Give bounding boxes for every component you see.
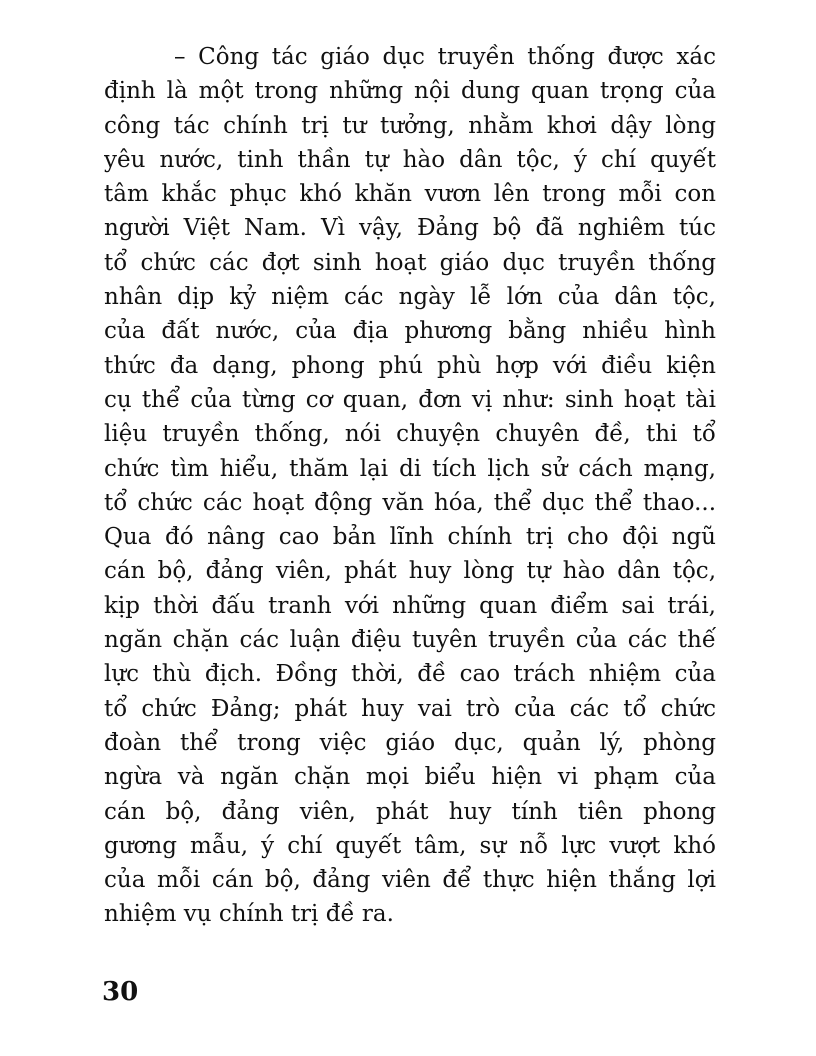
text-line: tổ chức Đảng; phát huy vai trò của các tổ chức bbox=[104, 695, 716, 722]
text-line: yêu nước, tinh thần tự hào dân tộc, ý chí quyết bbox=[104, 146, 716, 173]
text-line: công tác chính trị tư tưởng, nhằm khơi dậy lòng bbox=[104, 112, 716, 139]
text-line: chức tìm hiểu, thăm lại di tích lịch sử cách mạng, bbox=[104, 455, 716, 482]
text-line: định là một trong những nội dung quan trọng của bbox=[104, 78, 716, 105]
text-line: tâm khắc phục khó khăn vươn lên trong mỗi con bbox=[104, 181, 716, 208]
text-line: tổ chức các đợt sinh hoạt giáo dục truyền thống bbox=[104, 249, 716, 276]
text-line: ngừa và ngăn chặn mọi biểu hiện vi phạm của bbox=[104, 764, 716, 791]
page-number: 30 bbox=[102, 977, 139, 1007]
text-line: ngăn chặn các luận điệu tuyên truyền của các thế bbox=[104, 627, 716, 654]
text-line: Qua đó nâng cao bản lĩnh chính trị cho đội ngũ bbox=[104, 524, 716, 551]
body-paragraph bbox=[104, 40, 716, 932]
text-line: của mỗi cán bộ, đảng viên để thực hiện thắng lợi bbox=[104, 867, 716, 894]
text-line: cụ thể của từng cơ quan, đơn vị như: sinh hoạt tài bbox=[104, 386, 716, 413]
text-line: – Công tác giáo dục truyền thống được xác bbox=[174, 44, 716, 70]
text-line: cán bộ, đảng viên, phát huy lòng tự hào dân tộc, bbox=[104, 558, 716, 585]
text-line: của đất nước, của địa phương bằng nhiều hình bbox=[104, 318, 716, 345]
text-line: người Việt Nam. Vì vậy, Đảng bộ đã nghiêm túc bbox=[104, 215, 716, 242]
text-line: tổ chức các hoạt động văn hóa, thể dục thể thao... bbox=[104, 489, 716, 516]
text-line: cán bộ, đảng viên, phát huy tính tiên phong bbox=[104, 798, 716, 825]
text-line: lực thù địch. Đồng thời, đề cao trách nhiệm của bbox=[104, 661, 716, 688]
text-line: nhiệm vụ chính trị đề ra. bbox=[104, 901, 394, 928]
text-line: kịp thời đấu tranh với những quan điểm sai trái, bbox=[104, 592, 716, 619]
text-line: liệu truyền thống, nói chuyện chuyên đề, thi tổ bbox=[104, 421, 716, 448]
text-line: nhân dịp kỷ niệm các ngày lễ lớn của dân tộc, bbox=[104, 284, 716, 311]
text-line: thức đa dạng, phong phú phù hợp với điều kiện bbox=[104, 352, 716, 379]
text-line: gương mẫu, ý chí quyết tâm, sự nỗ lực vượt khó bbox=[104, 832, 716, 859]
text-line: đoàn thể trong việc giáo dục, quản lý, phòng bbox=[104, 729, 716, 756]
